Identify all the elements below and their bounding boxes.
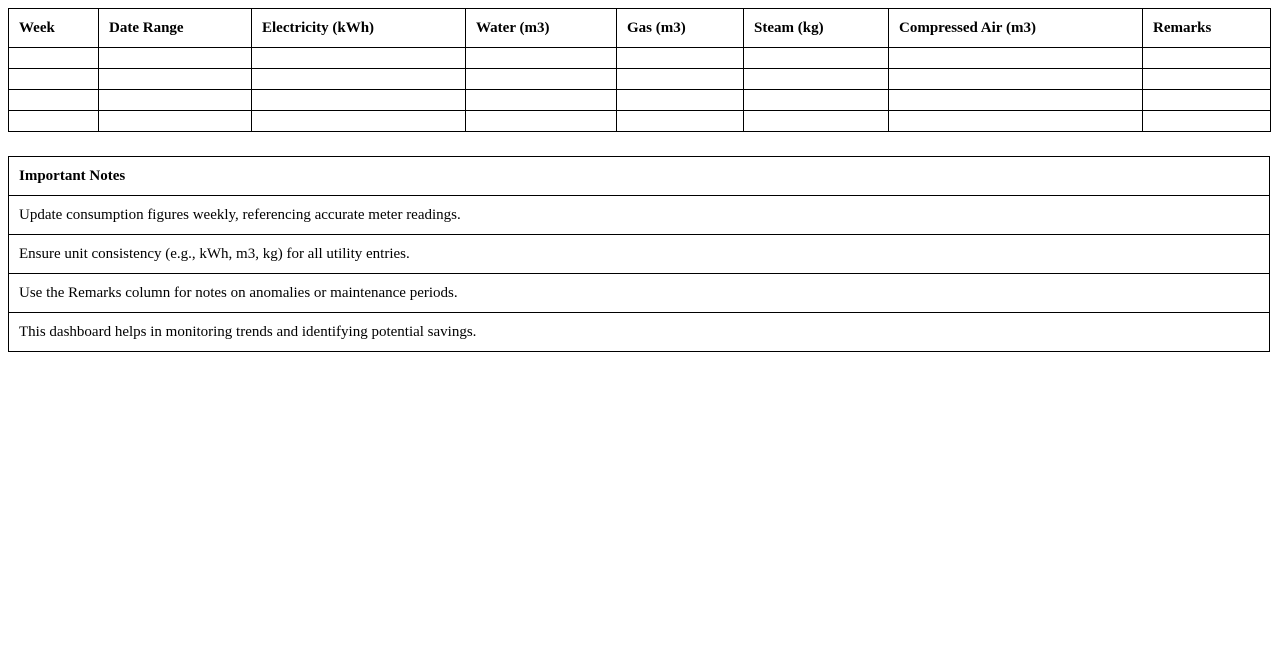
column-header-electricity: Electricity (kWh) (252, 9, 466, 48)
table-cell (252, 69, 466, 90)
table-cell (99, 69, 252, 90)
column-header-gas: Gas (m3) (617, 9, 744, 48)
table-cell (252, 90, 466, 111)
table-cell (466, 69, 617, 90)
table-cell (252, 48, 466, 69)
table-cell (617, 69, 744, 90)
table-cell (1143, 48, 1271, 69)
column-header-compressed-air: Compressed Air (m3) (889, 9, 1143, 48)
table-cell (466, 90, 617, 111)
list-item (9, 313, 1270, 352)
table-cell (617, 90, 744, 111)
table-cell (1143, 111, 1271, 132)
column-header-steam: Steam (kg) (744, 9, 889, 48)
note-text: Update consumption figures weekly, referencing accurate meter readings. (9, 196, 1270, 235)
notes-title: Important Notes (9, 157, 1270, 196)
column-header-week: Week (9, 9, 99, 48)
table-cell (617, 111, 744, 132)
list-item (9, 274, 1270, 313)
table-cell (744, 90, 889, 111)
table-cell (9, 90, 99, 111)
table-cell (1143, 90, 1271, 111)
table-cell (9, 69, 99, 90)
table-cell (889, 111, 1143, 132)
notes-header-row (9, 157, 1270, 196)
table-cell (617, 48, 744, 69)
column-header-water: Water (m3) (466, 9, 617, 48)
column-header-remarks: Remarks (1143, 9, 1271, 48)
note-text: Use the Remarks column for notes on anomalies or maintenance periods. (9, 274, 1270, 313)
utility-usage-table (8, 8, 1271, 132)
table-cell (744, 111, 889, 132)
table-cell (466, 48, 617, 69)
table-cell (1143, 69, 1271, 90)
table-cell (889, 48, 1143, 69)
table-cell (466, 111, 617, 132)
table-header-row (9, 9, 1271, 48)
table-cell (744, 69, 889, 90)
list-item (9, 235, 1270, 274)
table-cell (252, 111, 466, 132)
table-cell (889, 90, 1143, 111)
table-cell (9, 111, 99, 132)
table-row (9, 69, 1271, 90)
note-text: This dashboard helps in monitoring trends and identifying potential savings. (9, 313, 1270, 352)
table-row (9, 90, 1271, 111)
table-cell (99, 111, 252, 132)
table-cell (9, 48, 99, 69)
note-text: Ensure unit consistency (e.g., kWh, m3, kg) for all utility entries. (9, 235, 1270, 274)
table-cell (889, 69, 1143, 90)
table-cell (744, 48, 889, 69)
table-cell (99, 48, 252, 69)
important-notes-table (8, 156, 1270, 352)
table-row (9, 111, 1271, 132)
column-header-date-range: Date Range (99, 9, 252, 48)
table-cell (99, 90, 252, 111)
table-row (9, 48, 1271, 69)
list-item (9, 196, 1270, 235)
